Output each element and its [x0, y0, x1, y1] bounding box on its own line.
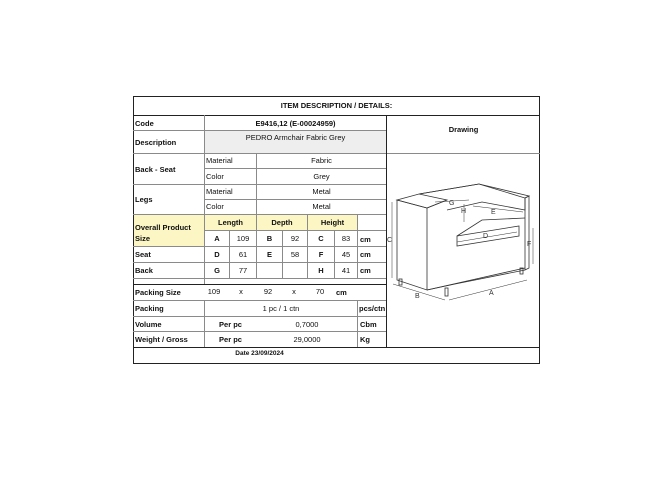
date-stamp: Date 23/09/2024	[235, 350, 284, 357]
left-arm-top	[397, 194, 447, 208]
seat-cell-f-value: 45	[341, 250, 351, 259]
seat-unit: cm	[360, 250, 371, 259]
overall-cell-height: 83	[341, 234, 351, 243]
packing-label: Packing	[135, 304, 164, 313]
back-seat-material-value: Fabric	[311, 156, 332, 165]
rule	[133, 331, 386, 332]
rule	[133, 214, 386, 215]
description-value: PEDRO Armchair Fabric Grey	[245, 133, 346, 142]
legs-material-key: Material	[206, 187, 233, 196]
seat-cell-d: D	[214, 250, 220, 259]
legs-label: Legs	[135, 195, 153, 204]
overall-cell-depth: 92	[290, 234, 300, 243]
dimension-label-d: D	[483, 233, 489, 240]
rule	[133, 262, 386, 263]
legs-color-key: Color	[206, 202, 224, 211]
description-label: Description	[135, 138, 177, 147]
dimension-label-h: H	[461, 208, 467, 215]
rule	[133, 153, 540, 154]
left-arm-outline	[397, 200, 427, 290]
rule	[133, 284, 386, 285]
packing-size-width: 92	[263, 287, 273, 296]
back-cell-h-value: 41	[341, 266, 351, 275]
rule	[133, 300, 386, 301]
overall-cell-c: C	[318, 234, 324, 243]
weight-unit: Kg	[360, 335, 370, 344]
rule	[204, 230, 386, 231]
front-panel	[427, 200, 525, 290]
rule	[133, 278, 386, 279]
packing-size-label: Packing Size	[135, 288, 181, 297]
packing-size-length: 109	[207, 287, 221, 296]
bottom-edge	[427, 268, 525, 290]
weight-label: Weight / Gross	[135, 335, 188, 344]
packing-unit: pcs/ctn	[359, 304, 386, 313]
back-seat-color-value: Grey	[313, 172, 330, 181]
seat-cell-e-value: 58	[290, 250, 300, 259]
legs-color-value: Metal	[312, 202, 331, 211]
dimension-e-line	[473, 206, 523, 212]
seat-cell-f: F	[318, 250, 324, 259]
dimension-label-c: C	[387, 237, 393, 244]
seat-cell-d-value: 61	[238, 250, 248, 259]
overall-header-depth: Depth	[271, 218, 293, 227]
overall-cell-b: B	[266, 234, 273, 243]
dimension-label-f: F	[527, 241, 532, 248]
overall-unit: cm	[360, 235, 371, 244]
packing-size-height: 70	[315, 287, 325, 296]
rule	[133, 246, 386, 247]
packing-size-unit: cm	[336, 288, 347, 297]
overall-cell-length: 109	[236, 234, 250, 243]
rule	[204, 199, 386, 200]
volume-label: Volume	[135, 320, 162, 329]
back-cell-g-value: 77	[238, 266, 248, 275]
back-top	[419, 184, 529, 198]
leg	[445, 288, 448, 296]
packing-value: 1 pc / 1 ctn	[262, 304, 300, 313]
back-label: Back	[135, 266, 153, 275]
weight-value: 29,0000	[293, 335, 321, 344]
packing-size-x1: x	[239, 287, 243, 296]
rule	[204, 168, 386, 169]
volume-unit: Cbm	[360, 320, 377, 329]
armchair-drawing	[387, 180, 539, 310]
rule	[133, 316, 386, 317]
dimension-label-e: E	[491, 209, 496, 216]
rule	[133, 347, 540, 348]
dimension-label-g: G	[449, 200, 455, 207]
overall-header-height: Height	[320, 218, 345, 227]
weight-per: Per pc	[219, 335, 242, 344]
seat-cell-e: E	[266, 250, 272, 259]
leg	[399, 279, 402, 285]
back-cell-h: H	[318, 266, 324, 275]
page-title: ITEM DESCRIPTION / DETAILS:	[280, 101, 393, 110]
rule	[133, 115, 540, 116]
back-cell-g: G	[214, 266, 220, 275]
dimension-label-a: A	[489, 290, 494, 297]
rule	[133, 130, 386, 131]
code-label: Code	[135, 119, 154, 128]
volume-value: 0,7000	[295, 320, 319, 329]
back-seat-label: Back - Seat	[135, 165, 176, 174]
volume-per: Per pc	[219, 320, 242, 329]
dimension-label-b: B	[415, 293, 420, 300]
overall-header-length: Length	[218, 218, 243, 227]
back-unit: cm	[360, 266, 371, 275]
rule	[357, 214, 358, 278]
drawing-label: Drawing	[448, 125, 479, 134]
rule	[357, 300, 358, 347]
packing-size-x2: x	[292, 287, 296, 296]
seat-label: Seat	[135, 250, 151, 259]
right-arm-outline	[525, 196, 532, 270]
legs-material-value: Metal	[312, 187, 331, 196]
code-value: E9416,12 (E-00024959)	[255, 119, 336, 128]
back-seat-color-key: Color	[206, 172, 224, 181]
rule	[133, 184, 386, 185]
overall-label: Overall Product Size	[135, 223, 191, 243]
overall-cell-a: A	[214, 234, 220, 243]
back-seat-material-key: Material	[206, 156, 233, 165]
